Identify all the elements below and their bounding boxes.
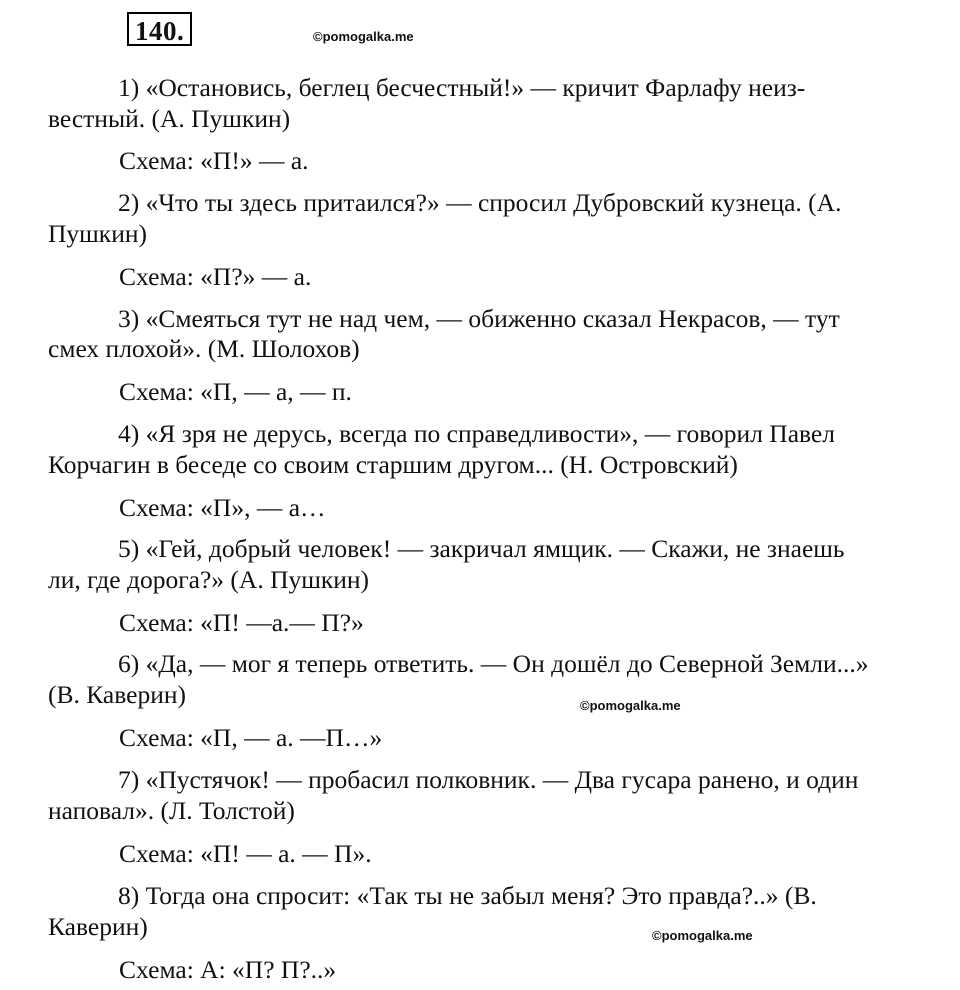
watermark: ©pomogalka.me [652, 928, 753, 943]
item-7-line-2: наповал». (Л. Толстой) [48, 796, 295, 825]
exercise-number: 140. [127, 12, 192, 46]
item-4-schema: Схема: «П», — а… [119, 493, 326, 522]
item-4-line-1: 4) «Я зря не дерусь, всегда по справедливости», — говорил Павел [118, 419, 835, 448]
item-5-schema: Схема: «П! —а.— П?» [119, 608, 364, 637]
item-8-schema: Схема: А: «П? П?..» [119, 955, 337, 984]
item-5-line-2: ли, где дорога?» (А. Пушкин) [48, 565, 370, 594]
item-2-schema: Схема: «П?» — а. [119, 262, 312, 291]
item-4-line-2: Корчагин в беседе со своим старшим другом... (Н. Островский) [48, 450, 738, 479]
item-6-schema: Схема: «П, — а. —П…» [119, 723, 383, 752]
item-7-schema: Схема: «П! — а. — П». [119, 839, 372, 868]
item-3-line-1: 3) «Смеяться тут не над чем, — обиженно сказал Некрасов, — тут [118, 304, 840, 333]
item-1-schema: Схема: «П!» — а. [119, 146, 309, 175]
item-2-line-1: 2) «Что ты здесь притаился?» — спросил Дубровский кузнеца. (А. [118, 188, 842, 217]
item-8-line-2: Каверин) [48, 912, 148, 941]
item-7-line-1: 7) «Пустячок! — пробасил полковник. — Два гусара ранено, и один [118, 765, 859, 794]
item-2-line-2: Пушкин) [48, 219, 147, 248]
item-3-schema: Схема: «П, — а, — п. [119, 377, 352, 406]
watermark: ©pomogalka.me [313, 29, 414, 44]
item-8-line-1: 8) Тогда она спросит: «Так ты не забыл меня? Это правда?..» (В. [118, 881, 817, 910]
item-6-line-1: 6) «Да, — мог я теперь ответить. — Он дошёл до Северной Земли...» [118, 649, 869, 678]
item-6-line-2: (В. Каверин) [48, 680, 186, 709]
item-5-line-1: 5) «Гей, добрый человек! — закричал ямщик. — Скажи, не знаешь [118, 534, 845, 563]
item-3-line-2: смех плохой». (М. Шолохов) [48, 334, 360, 363]
item-1-line-2: вестный. (А. Пушкин) [48, 104, 291, 133]
watermark: ©pomogalka.me [580, 698, 681, 713]
item-1-line-1: 1) «Остановись, беглец бесчестный!» — кричит Фарлафу неиз- [118, 73, 806, 102]
